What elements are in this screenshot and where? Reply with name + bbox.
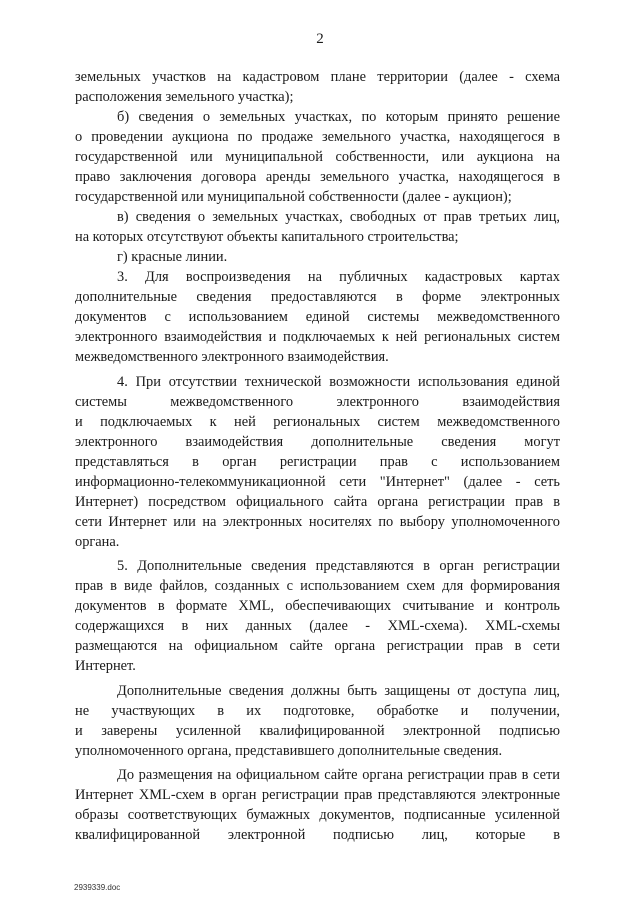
text-line: представляться в орган регистрации прав с использованием [75,453,560,470]
text-line: о проведении аукциона по продаже земельного участка, находящегося в [75,129,560,145]
text-line: государственной или муниципальной собственности (далее - аукцион); [75,189,512,205]
text-line: размещаются на официальном сайте органа регистрации прав в сети [75,638,560,654]
text-line: дополнительные сведения предоставляются в форме электронных [75,289,560,305]
text-line: и подключаемых к ней региональных систем межведомственного [75,413,560,430]
text-line: сети Интернет или на электронных носителях по выбору уполномоченного [75,513,560,530]
text-line: информационно-телекоммуникационной сети "Интернет" (далее - сеть [75,473,560,490]
text-line: государственной или муниципальной собственности, или аукциона на [75,149,560,165]
text-line: квалифицированной электронной подписью лиц, которые в [75,827,560,843]
file-name-footer: 2939339.doc [74,883,121,892]
text-line: и заверены усиленной квалифицированной электронной подписью [75,722,560,739]
text-line: До размещения на официальном сайте органа регистрации прав в сети [117,767,560,783]
text-line: 4. При отсутствии технической возможности использования единой [117,373,560,390]
text-line: системы межведомственного электронного взаимодействия [75,393,560,410]
text-line: образы соответствующих бумажных документов, подписанные усиленной [75,807,560,823]
text-line: документов в формате XML, обеспечивающих считывание и контроль [75,598,560,614]
text-line: содержащихся в них данных (далее - XML-схема). XML-схемы [75,618,560,634]
text-line: право заключения договора аренды земельного участка, находящегося в [75,169,560,185]
text-line: Дополнительные сведения должны быть защищены от доступа лиц, [117,682,560,699]
text-line: на которых отсутствуют объекты капитального строительства; [75,229,459,245]
text-line: электронного взаимодействия и подключаемых к ней региональных систем [75,329,560,345]
text-line: 5. Дополнительные сведения представляются в орган регистрации [117,558,560,574]
text-line: межведомственного электронного взаимодействия. [75,349,389,365]
text-line: в) сведения о земельных участках, свободных от прав третьих лиц, [117,209,560,225]
text-line: земельных участков на кадастровом плане территории (далее - схема [75,69,560,85]
text-line: органа. [75,533,120,550]
text-line: Интернет XML-схем в орган регистрации прав представляются электронные [75,787,560,803]
text-line: 3. Для воспроизведения на публичных кадастровых картах [117,269,560,285]
text-line: не участвующих в их подготовке, обработке и получении, [75,702,560,719]
text-line: Интернет) посредством официального сайта органа регистрации прав в [75,493,560,510]
document-body [75,67,560,845]
text-line: прав в виде файлов, созданных с использованием схем для формирования [75,578,560,594]
text-line: расположения земельного участка); [75,89,294,105]
page-number: 2 [316,31,324,47]
text-line: электронного взаимодействия дополнительные сведения могут [75,433,560,450]
text-line: уполномоченного органа, представившего дополнительные сведения. [75,742,503,759]
text-line: б) сведения о земельных участках, по которым принято решение [117,109,560,125]
text-line: г) красные линии. [117,249,228,265]
text-line: Интернет. [75,658,136,674]
text-line: документов с использованием единой системы межведомственного [75,309,560,325]
